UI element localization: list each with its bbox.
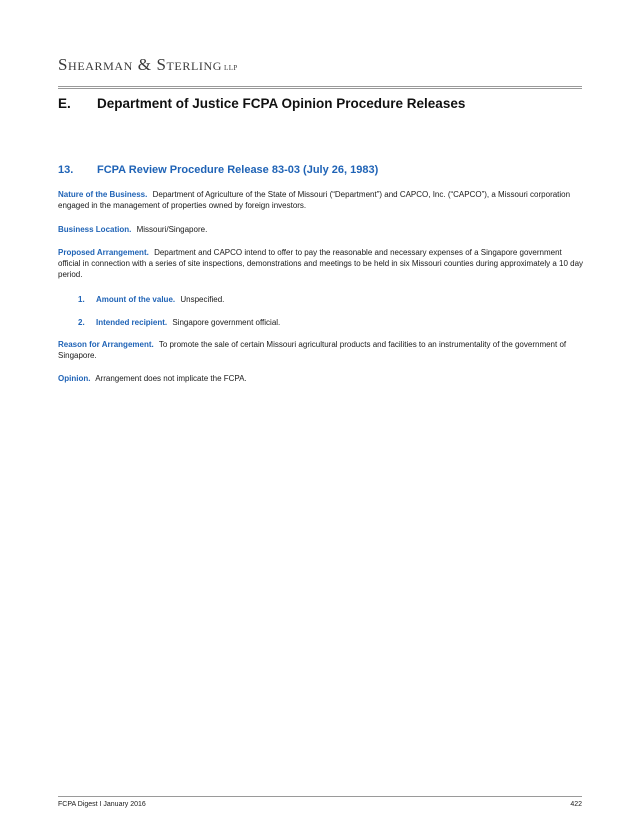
arrangement-label: Proposed Arrangement.: [58, 248, 149, 257]
list-item: [78, 317, 280, 328]
firm-logo: [58, 55, 238, 75]
list-item-label: Intended recipient.: [96, 318, 168, 327]
section-heading: [58, 96, 465, 111]
page-number: 422: [570, 801, 582, 808]
list-item-label: Amount of the value.: [96, 295, 176, 304]
release-heading: [58, 164, 378, 176]
list-item: [78, 294, 224, 305]
reason-paragraph: [58, 339, 586, 361]
opinion-text: Arrangement does not implicate the FCPA.: [95, 374, 247, 383]
header-divider: [58, 86, 582, 89]
release-number: 13.: [58, 164, 74, 176]
list-item-number: 2.: [78, 318, 85, 327]
list-item-text: Singapore government official.: [172, 318, 281, 327]
section-title: Department of Justice FCPA Opinion Procedure Releases: [97, 96, 466, 111]
opinion-label: Opinion.: [58, 374, 91, 383]
list-item-number: 1.: [78, 295, 85, 304]
firm-logo-suffix: LLP: [224, 64, 238, 72]
nature-text: Department of Agriculture of the State of Missouri (“Department”) and CAPCO, Inc. (“CAPCO”), a Missouri corporation engaged in the management of properties owned by foreign investors.: [58, 190, 571, 210]
release-title: FCPA Review Procedure Release 83-03 (July 26, 1983): [97, 164, 379, 176]
location-text: Missouri/Singapore.: [136, 225, 208, 234]
list-item-text: Unspecified.: [180, 295, 225, 304]
location-label: Business Location.: [58, 225, 132, 234]
reason-label: Reason for Arrangement.: [58, 340, 154, 349]
footer-publication: FCPA Digest I January 2016: [58, 801, 146, 808]
arrangement-paragraph: [58, 247, 586, 280]
reason-text: To promote the sale of certain Missouri agricultural products and facilities to an instrumentality of the government of Singapore.: [58, 340, 567, 360]
location-paragraph: [58, 224, 586, 235]
arrangement-text: Department and CAPCO intend to offer to pay the reasonable and necessary expenses of a Singapore government official in connection with a series of site inspections, demonstrations and meetings to be held in six Missouri counties during approximately a 10 day period.: [58, 248, 584, 279]
nature-label: Nature of the Business.: [58, 190, 148, 199]
footer-divider: [58, 796, 582, 797]
section-number: E.: [58, 96, 71, 111]
firm-logo-name: Shearman & Sterling: [58, 55, 223, 74]
nature-paragraph: [58, 189, 586, 211]
opinion-paragraph: [58, 373, 586, 384]
